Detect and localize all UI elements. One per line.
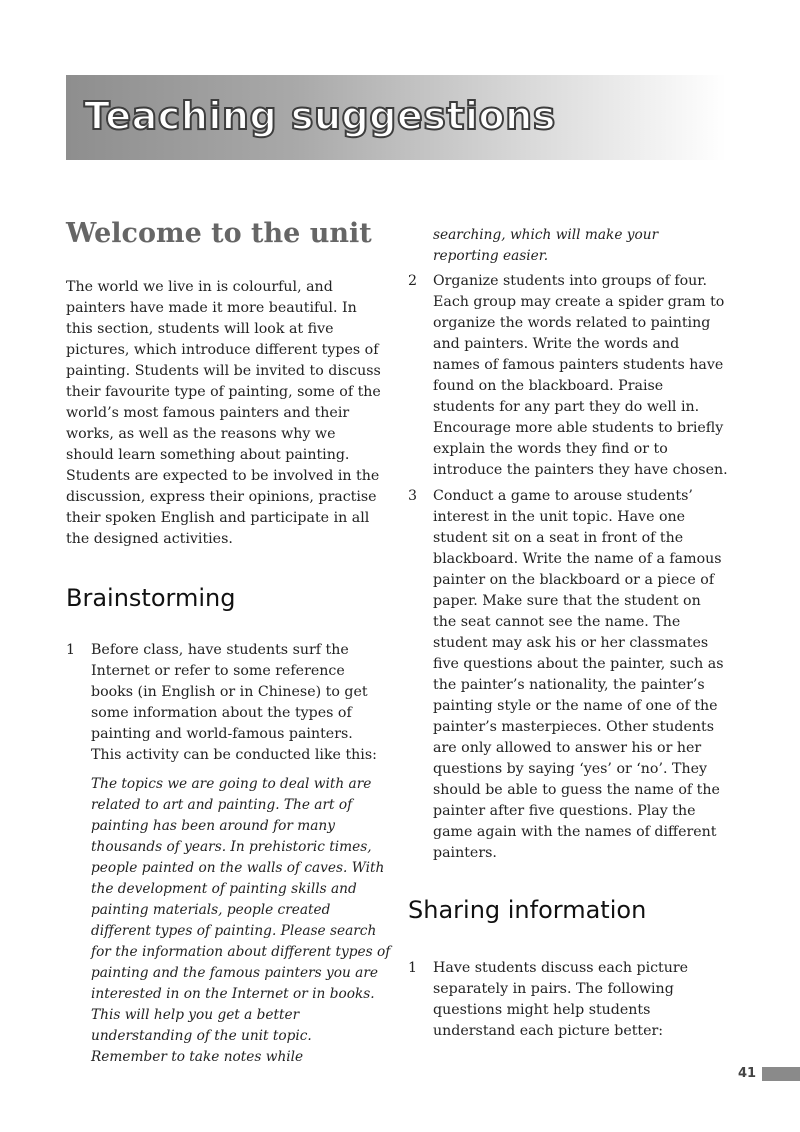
- page-number: 41: [738, 1066, 757, 1081]
- sharing-heading: Sharing information: [408, 896, 647, 924]
- brainstorming-example-continued: searching, which will make your reporting easier.: [433, 227, 659, 264]
- item-text: Have students discuss each picture separately in pairs. The following questions might help students understand each picture better:: [433, 960, 689, 1039]
- item-number: 2: [408, 273, 418, 289]
- brainstorming-example: The topics we are going to deal with are related to art and painting. The art of painting has been around for many thousands of years. In prehistoric times, people painted on the walls of caves. With the development of painting skills and painting materials, people created different types of painting. Please search for the information about different types of painting and the famous painters you are interested in on the Internet or in books. This will help you get a better understanding of the unit topic. Remember to take notes while: [91, 776, 391, 1065]
- item-number: 1: [408, 960, 418, 976]
- item-number: 1: [66, 642, 76, 658]
- item-number: 3: [408, 488, 418, 504]
- page-title: Teaching suggestions: [84, 94, 556, 138]
- brainstorming-heading: Brainstorming: [66, 584, 236, 612]
- brainstorming-item-3: [408, 486, 728, 864]
- welcome-heading: Welcome to the unit: [66, 218, 372, 249]
- item-text: Organize students into groups of four. Each group may create a spider gram to organize the words related to painting and painters. Write the words and names of famous painters students have found on the blackboard. Praise students for any part they do well in. Encourage more able students to briefly explain the words they find or to introduce the painters they have chosen.: [433, 273, 728, 478]
- page-number-bar: [762, 1067, 800, 1081]
- brainstorming-item-2: [408, 271, 728, 481]
- sharing-item-1: [408, 958, 728, 1042]
- item-text: Before class, have students surf the Internet or refer to some reference books (in English or in Chinese) to get some information about the types of painting and world-famous painters. This activity can be conducted like this:: [91, 642, 377, 763]
- welcome-body: The world we live in is colourful, and painters have made it more beautiful. In this section, students will look at five pictures, which introduce different types of painting. Students will be invited to discuss their favourite type of painting, some of the world’s most famous painters and their works, as well as the reasons why we should learn something about painting. Students are expected to be involved in the discussion, express their opinions, practise their spoken English and participate in all the designed activities.: [66, 279, 381, 547]
- item-text: Conduct a game to arouse students’ interest in the unit topic. Have one student sit on a seat in front of the blackboard. Write the name of a famous painter on the blackboard or a piece of paper. Make sure that the student on the seat cannot see the name. The student may ask his or her classmates five questions about the painter, such as the painter’s nationality, the painter’s painting style or the name of one of the painter’s masterpieces. Other students are only allowed to answer his or her questions by saying ‘yes’ or ‘no’. They should be able to guess the name of the painter after five questions. Play the game again with the names of different painters.: [433, 488, 724, 861]
- brainstorming-item-1: [66, 640, 391, 1068]
